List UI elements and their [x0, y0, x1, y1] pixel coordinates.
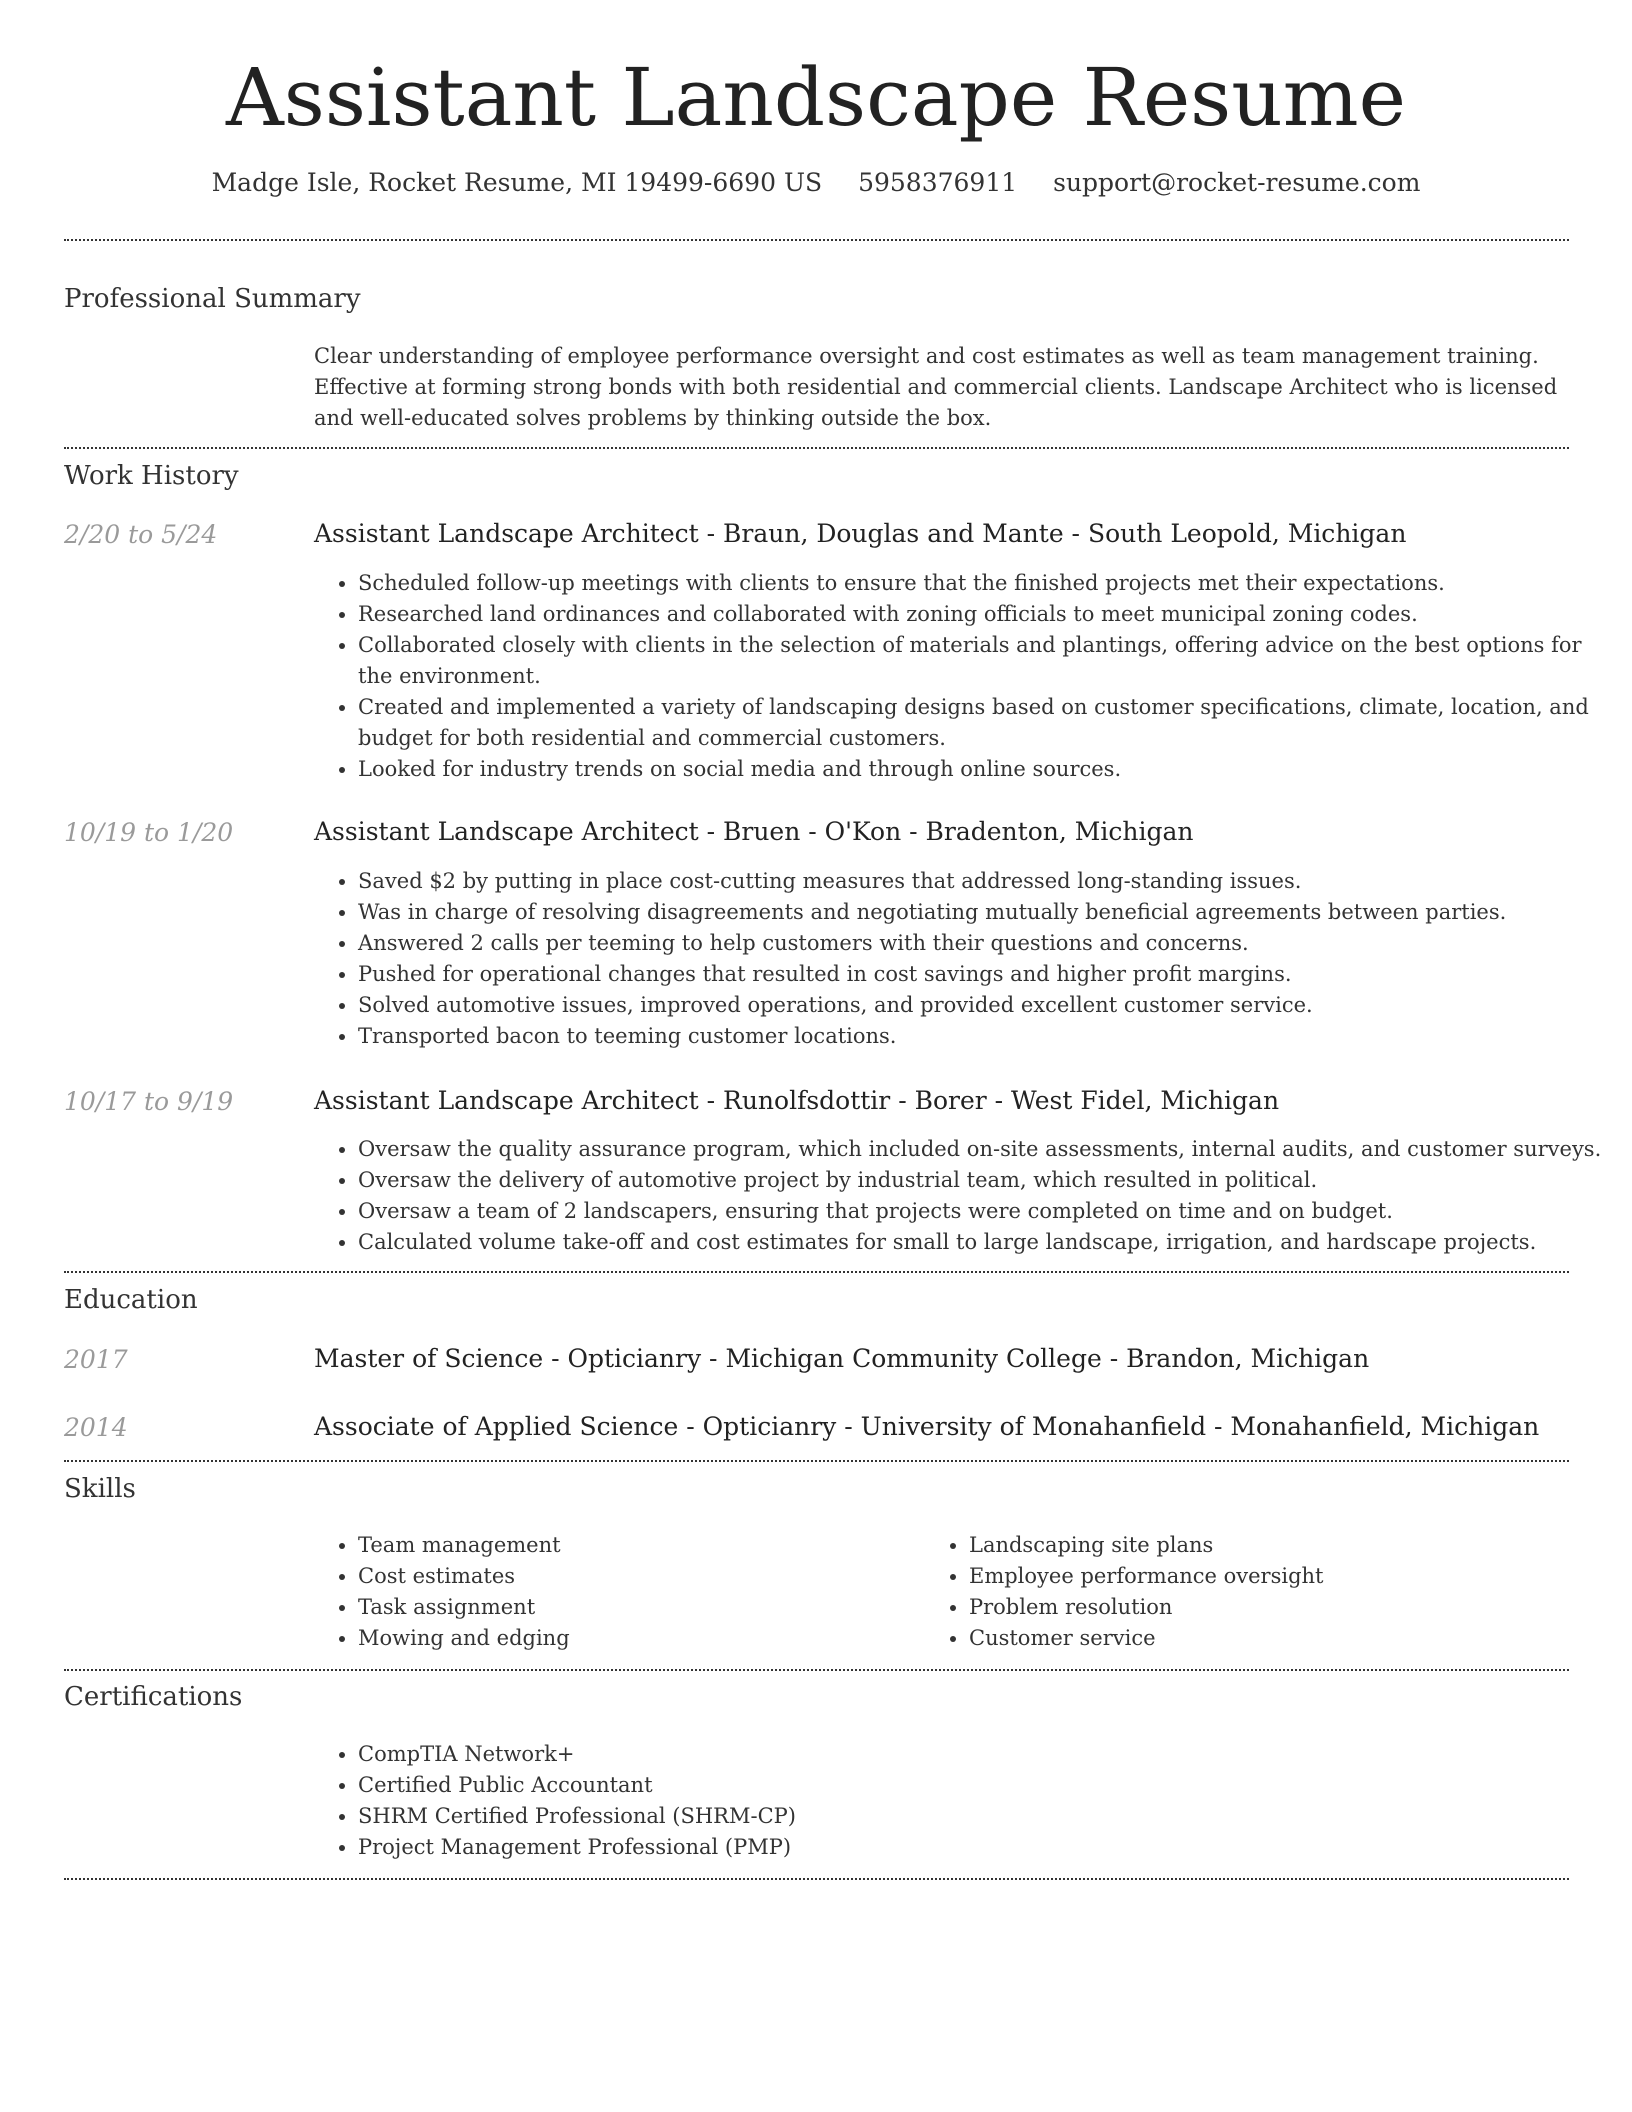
list-item: • Task assignment: [358, 1592, 1613, 1623]
certifications-list: [314, 1739, 1613, 1863]
list-item: • SHRM Certified Professional (SHRM-CP): [358, 1801, 1613, 1832]
list-item: • Certified Public Accountant: [358, 1770, 1613, 1801]
list-item: • Team management: [358, 1530, 1613, 1561]
summary-text: Clear understanding of employee performance oversight and cost estimates as well as team management training. Effective at forming strong bonds with both residential and commercial clients. Landscape Architect who is licensed and well-educated solves problems by thinking outside the box.: [314, 344, 1558, 430]
job-bullets: [314, 1134, 1613, 1258]
section-title-summary: Professional Summary: [64, 284, 361, 314]
skills-list-right: [925, 1530, 1632, 1654]
list-item: • Calculated volume take-off and cost estimates for small to large landscape, irrigation, and hardscape projects.: [358, 1227, 1613, 1258]
job-title: Assistant Landscape Architect - Braun, Douglas and Mante - South Leopold, Michigan: [314, 519, 1407, 548]
section-title-work-history: Work History: [64, 461, 239, 491]
divider: [64, 1460, 1569, 1462]
list-item: • Collaborated closely with clients in the selection of materials and plantings, offering advice on the best options for the environment.: [358, 630, 1613, 692]
list-item: • Mowing and edging: [358, 1623, 1613, 1654]
list-item: • CompTIA Network+: [358, 1739, 1613, 1770]
list-item: • Landscaping site plans: [969, 1530, 1632, 1561]
divider: [64, 239, 1569, 241]
list-item: • Answered 2 calls per teeming to help customers with their questions and concerns.: [358, 928, 1613, 959]
job-dates: 2/20 to 5/24: [64, 520, 218, 549]
list-item: • Researched land ordinances and collaborated with zoning officials to meet municipal zoning codes.: [358, 599, 1613, 630]
section-title-skills: Skills: [64, 1474, 136, 1504]
list-item: • Project Management Professional (PMP): [358, 1832, 1613, 1863]
job-title: Assistant Landscape Architect - Runolfsdottir - Borer - West Fidel, Michigan: [314, 1086, 1280, 1115]
list-item: • Oversaw the quality assurance program, which included on-site assessments, internal audits, and customer surveys.: [358, 1134, 1613, 1165]
list-item: • Pushed for operational changes that resulted in cost savings and higher profit margins.: [358, 959, 1613, 990]
list-item: • Created and implemented a variety of landscaping designs based on customer specifications, climate, location, and budget for both residential and commercial customers.: [358, 692, 1613, 754]
list-item: • Looked for industry trends on social media and through online sources.: [358, 754, 1613, 785]
list-item: • Employee performance oversight: [969, 1561, 1632, 1592]
education-year: 2014: [64, 1413, 128, 1442]
contact-email: support@rocket-resume.com: [1053, 168, 1421, 197]
job-dates: 10/17 to 9/19: [64, 1087, 234, 1116]
education-degree: Associate of Applied Science - Opticianry - University of Monahanfield - Monahanfield, Michigan: [314, 1412, 1540, 1441]
list-item: • Customer service: [969, 1623, 1632, 1654]
list-item: • Solved automotive issues, improved operations, and provided excellent customer service.: [358, 990, 1613, 1021]
job-dates: 10/19 to 1/20: [64, 818, 234, 847]
contact-address: Madge Isle, Rocket Resume, MI 19499-6690 US: [211, 168, 823, 197]
contact-phone: 5958376911: [858, 168, 1018, 197]
divider: [64, 1271, 1569, 1273]
list-item: • Transported bacon to teeming customer locations.: [358, 1021, 1613, 1052]
section-title-certifications: Certifications: [64, 1682, 243, 1712]
job-bullets: [314, 866, 1613, 1052]
list-item: • Was in charge of resolving disagreements and negotiating mutually beneficial agreements between parties.: [358, 897, 1613, 928]
education-degree: Master of Science - Opticianry - Michigan Community College - Brandon, Michigan: [314, 1344, 1370, 1373]
list-item: • Saved $2 by putting in place cost-cutting measures that addressed long-standing issues.: [358, 866, 1613, 897]
divider: [64, 447, 1569, 449]
job-bullets: [314, 568, 1613, 785]
education-year: 2017: [64, 1345, 128, 1374]
section-title-education: Education: [64, 1285, 198, 1315]
job-title: Assistant Landscape Architect - Bruen - O'Kon - Bradenton, Michigan: [314, 817, 1194, 846]
list-item: • Oversaw a team of 2 landscapers, ensuring that projects were completed on time and on budget.: [358, 1196, 1613, 1227]
divider: [64, 1878, 1569, 1880]
list-item: • Problem resolution: [969, 1592, 1632, 1623]
contact-line: [0, 168, 1632, 197]
divider: [64, 1669, 1569, 1671]
list-item: • Oversaw the delivery of automotive project by industrial team, which resulted in political.: [358, 1165, 1613, 1196]
resume-title: Assistant Landscape Resume: [226, 51, 1406, 144]
list-item: • Scheduled follow-up meetings with clients to ensure that the finished projects met their expectations.: [358, 568, 1613, 599]
list-item: • Cost estimates: [358, 1561, 1613, 1592]
